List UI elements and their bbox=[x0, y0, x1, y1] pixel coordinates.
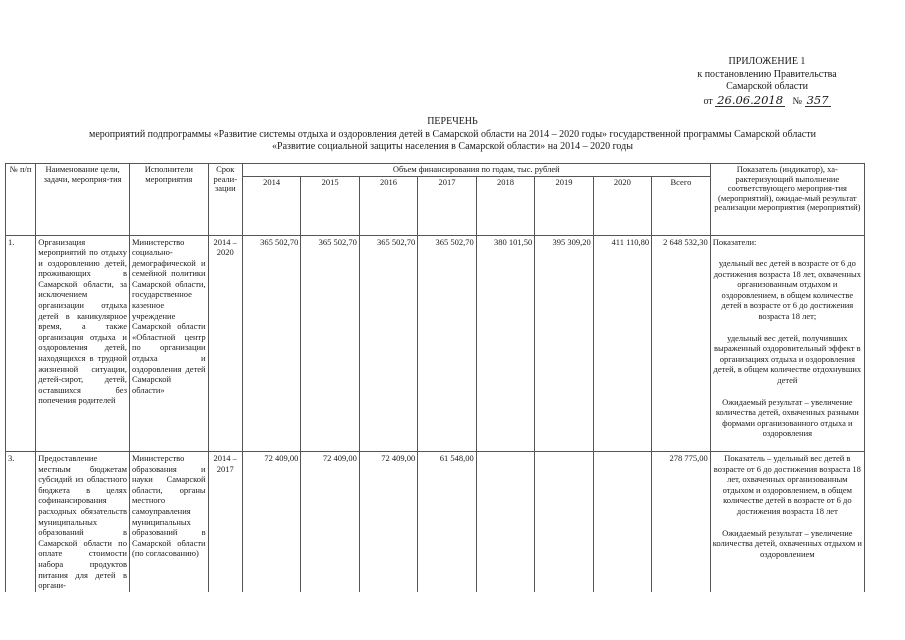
row-value-2017: 61 548,00 bbox=[418, 452, 476, 592]
row-value-2018 bbox=[476, 452, 534, 592]
document-heading: ПЕРЕЧЕНЬ bbox=[427, 116, 478, 127]
appendix-date-line bbox=[672, 94, 862, 109]
document-subtitle-line-1: мероприятий подпрограммы «Развитие системы отдыха и оздоровления детей в Самарской области на 2014 – 2020 годы» государственной программы Самарской области bbox=[89, 129, 816, 140]
row-indicator bbox=[710, 452, 864, 592]
row-value-2018: 380 101,50 bbox=[476, 235, 534, 452]
row-executors: Министерство социально-демографической и семейной политики Самарской области, государственное казенное учреждение Самарской области «Областной центр по организации отдыха и оздоровления детей Самарской области» bbox=[129, 235, 208, 452]
row-term: 2014 – 2020 bbox=[208, 235, 242, 452]
header-year-2017: 2017 bbox=[418, 176, 476, 235]
row-num: 3. bbox=[6, 452, 36, 592]
header-year-2020: 2020 bbox=[593, 176, 651, 235]
handwritten-date: 26.06.2018 bbox=[717, 92, 784, 107]
table-header-row-1 bbox=[6, 164, 865, 177]
header-term: Срок реали-зации bbox=[208, 164, 242, 236]
handwritten-number: 357 bbox=[806, 92, 829, 107]
row-value-2020: 411 110,80 bbox=[593, 235, 651, 452]
date-prefix: от bbox=[703, 95, 713, 107]
header-year-2015: 2015 bbox=[301, 176, 359, 235]
appendix-decree-line: к постановлению Правительства bbox=[697, 68, 837, 80]
row-value-2016: 72 409,00 bbox=[359, 452, 417, 592]
measures-table bbox=[5, 163, 865, 592]
table-row bbox=[6, 452, 865, 592]
header-year-2018: 2018 bbox=[476, 176, 534, 235]
indicator-paragraph: Показатель – удельный вес детей в возрасте от 6 до достижения возраста 18 лет, охваченных организованным отдыхом и оздоровлением, в общем количестве детей в возрасте от 6 до достижения возраста 18 лет bbox=[713, 453, 861, 516]
header-executors: Исполнители мероприятия bbox=[129, 164, 208, 236]
row-value-2019 bbox=[535, 452, 593, 592]
indicator-paragraph: Ожидаемый результат – увеличение количества детей, охваченных разными формами организованного отдыха и оздоровления bbox=[715, 396, 859, 439]
appendix-block bbox=[672, 56, 862, 108]
row-value-total: 2 648 532,30 bbox=[652, 235, 711, 452]
appendix-title: ПРИЛОЖЕНИЕ 1 bbox=[728, 56, 806, 67]
row-num: 1. bbox=[6, 235, 36, 452]
row-value-total: 278 775,00 bbox=[652, 452, 711, 592]
appendix-region-line: Самарской области bbox=[726, 81, 808, 92]
table-row bbox=[6, 235, 865, 452]
document-subtitle-line-2: «Развитие социальной защиты населения в Самарской области» на 2014 – 2020 годы bbox=[272, 141, 633, 152]
header-num: № п/п bbox=[6, 164, 36, 236]
row-value-2019: 395 309,20 bbox=[535, 235, 593, 452]
row-value-2014: 365 502,70 bbox=[242, 235, 300, 452]
header-year-2016: 2016 bbox=[359, 176, 417, 235]
header-indicator: Показатель (индикатор), ха-рактеризующий выполнение соответствующего мероприя-тия (мероприятий), ожидае-мый результат реализации мероприятия (мероприятий) bbox=[710, 164, 864, 236]
indicator-paragraph: Ожидаемый результат – увеличение количества детей, охваченных отдыхом и оздоровлением bbox=[712, 527, 862, 559]
indicator-paragraph: удельный вес детей, получивших выраженный оздоровительный эффект в организациях отдыха и оздоровления детей, в общем количестве отдохнувших детей bbox=[713, 332, 862, 386]
row-term: 2014 – 2017 bbox=[208, 452, 242, 592]
row-name: Предоставление местным бюджетам субсидий из областного бюджета в целях софинансирования расходных обязательств муниципальных образований в Самарской области по оплате стоимости набора продуктов питания для детей в органи- bbox=[36, 452, 130, 592]
row-name: Организация мероприятий по отдыху и оздоровлению детей, проживающих в Самарской области, за исключением организации отдыха детей в каникулярное время, а также организация отдыха и оздоровления детей, находящихся в трудной жизненной ситуации, детей-сирот, детей, оставшихся без попечения родителей bbox=[36, 235, 130, 452]
row-value-2020 bbox=[593, 452, 651, 592]
row-value-2015: 365 502,70 bbox=[301, 235, 359, 452]
indicator-paragraph: удельный вес детей в возрасте от 6 до достижения возраста 18 лет, охваченных организованным отдыхом и оздоровлением, в общем количестве детей в возрасте от 6 до достижения возраста 18 лет; bbox=[713, 258, 861, 322]
indicator-paragraph: Показатели: bbox=[712, 236, 757, 247]
row-value-2015: 72 409,00 bbox=[301, 452, 359, 592]
header-total: Всего bbox=[652, 176, 711, 235]
header-year-2014: 2014 bbox=[242, 176, 300, 235]
row-value-2014: 72 409,00 bbox=[242, 452, 300, 592]
number-prefix: № bbox=[792, 95, 803, 107]
row-executors: Министерство образования и науки Самарской области, органы местного самоуправления муниципальных образований в Самарской области (по согласованию) bbox=[129, 452, 208, 592]
row-indicator bbox=[710, 235, 864, 452]
header-year-2019: 2019 bbox=[535, 176, 593, 235]
header-name: Наименование цели, задачи, мероприя-тия bbox=[36, 164, 130, 236]
row-value-2016: 365 502,70 bbox=[359, 235, 417, 452]
header-funding: Объем финансирования по годам, тыс. рублей bbox=[242, 164, 710, 177]
row-value-2017: 365 502,70 bbox=[418, 235, 476, 452]
